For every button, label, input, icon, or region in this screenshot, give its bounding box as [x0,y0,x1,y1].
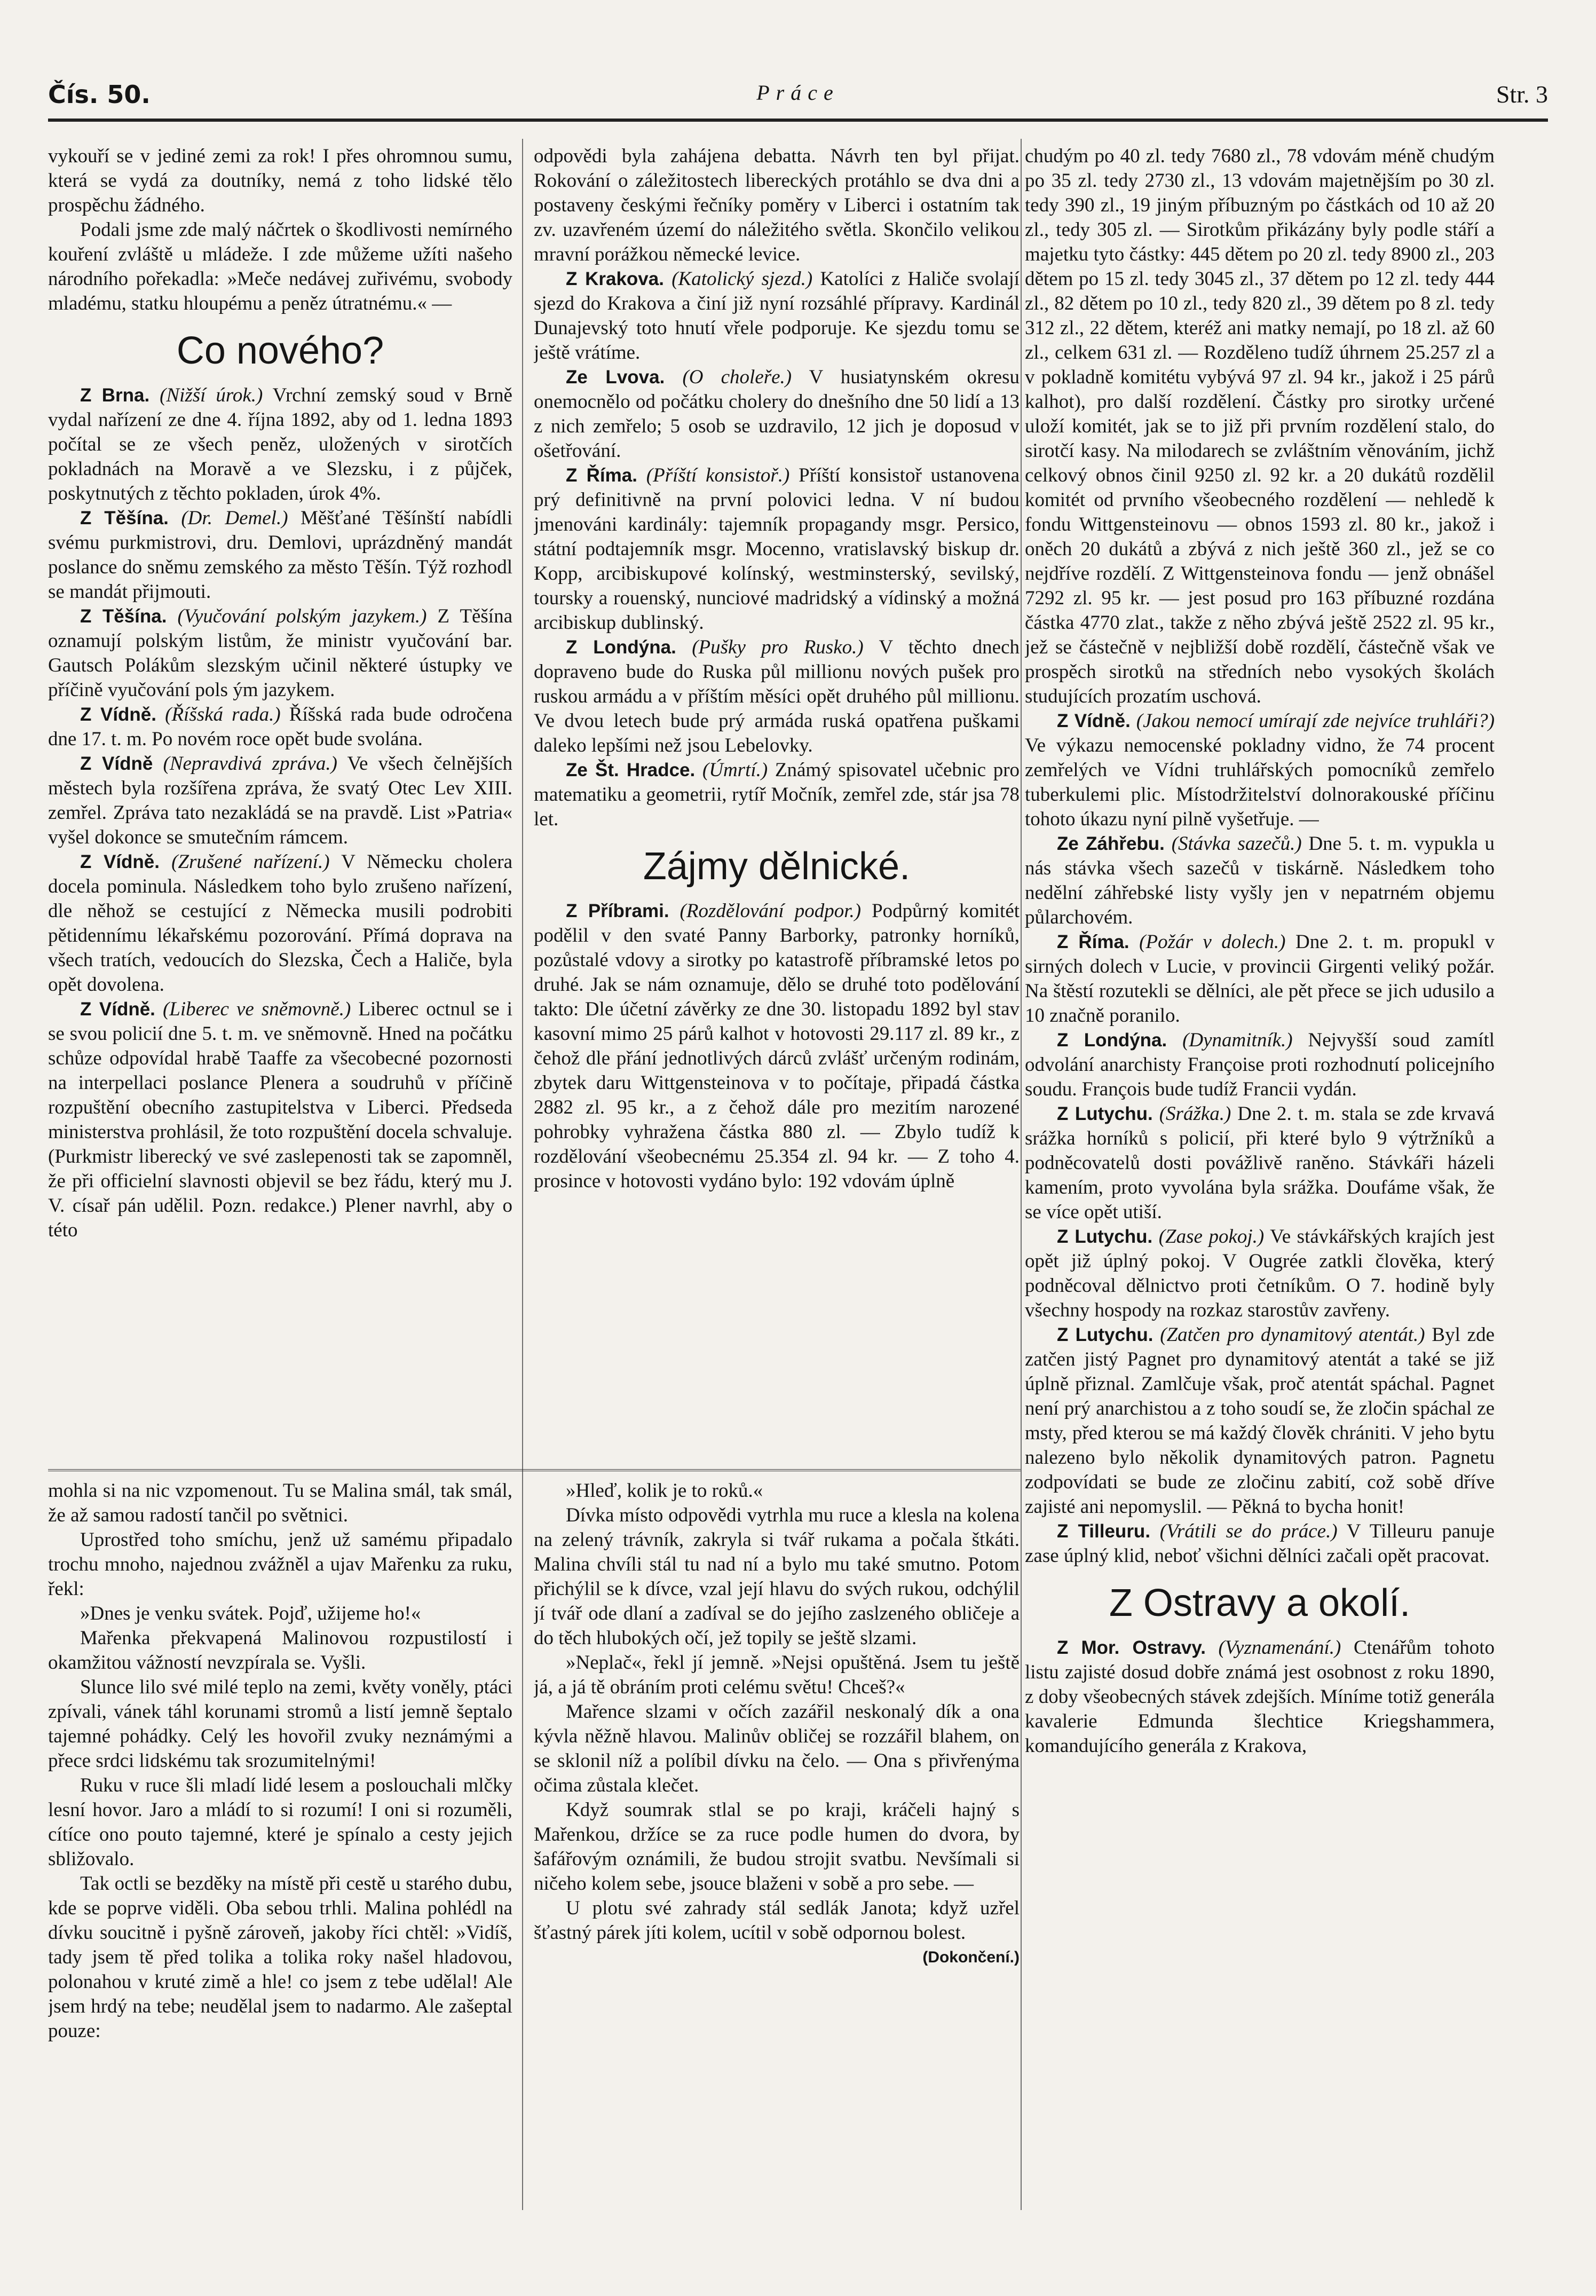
paragraph: chudým po 40 zl. tedy 7680 zl., 78 vdovám méně chudým po 35 zl. tedy 2730 zl., 13 vdovám majetnějším po 30 zl. tedy 390 zl., 19 jiným příbuzným po částkách od 10 až 20 zl., tedy 305 zl. — Sirotkům přikázány byly podle stáří a majetku tyto částky: 445 dětem po 20 zl. tedy 8900 zl., 203 dětem po 15 zl. tedy 3045 zl., 37 dětem po 12 zl. tedy 444 zl., 82 dětem po 10 zl., tedy 820 zl., 39 dětem po 8 zl. tedy 312 zl., 22 dětem, kteréž ani matky nemají, po 18 zl. až 60 zl., celkem 631 zl. — Rozděleno tudíž úhrnem 25.257 zl a v pokladně komitétu vybývá 97 zl. 94 kr., jakož i 25 párů kalhot), pro další rozdělení. Částky pro sirotky určené uloží komitét, jak se to již při prvním rozdělení stalo, do sirotčí kasy. Na milodarech se zvláštním věnováním, jichž celkový obnos činil 9250 zl. 92 kr. a 20 dukátů rozdělil komitét od prvního všeobecného rozdělení — nehledě k fondu Wittgensteinovu — obnos 1593 zl. 80 kr., jakož i oněch 20 dukátů a zbývá z nich ještě 360 zl., jež se co nejdříve rozdělí. Z Wittgensteinova fondu — jenž obnášel 7292 zl. 95 kr. — jest posud pro 163 příbuzné rozdána částka 4770 zlat., takže z něho zbývá ještě 2522 zl. 95 kr., jež se částečně v nejbližší době rozdělí, částečně však ve prospěch sirotků na středních nebo vysokých školách studujících prozatím uschová. [1025,145,1495,707]
column-1 [48,144,512,1467]
paragraph: Když soumrak stlal se po kraji, kráčeli hajný s Mařenkou, držíce se za ruce podle humen do dvora, by šafářovým oznámili, že budou strojit svatbu. Nevšímali si ničeho kolem sebe, jsouce blaženi v sobě a pro sebe. — [534,1799,1020,1895]
paragraph: vykouří se v jediné zemi za rok! I přes ohromnou sumu, která se vydá za doutníky, nemá z toho lidské tělo prospěchu žádného. [48,145,512,216]
news-place: Z Lutychu. [1057,1324,1153,1345]
news-item [534,365,1020,463]
news-text: V husiatynském okresu onemocnělo od počátku cholery do dnešního dne 50 lidí a 13 z nich zemřelo; 5 osob se uzdravilo, 12 jich je doposud v ošetřování. [534,366,1020,462]
news-text: V Tilleuru panuje zase úplný klid, neboť všichni dělníci začali opět pracovat. [1025,1520,1495,1567]
news-text: Dne 2. t. m. propukl v sirných dolech v Lucie, v provincii Girgenti veliký požár. Na štěstí rozutekli se dělníci, ale pět přece se jich udusilo a 10 značně poranilo. [1025,931,1495,1027]
news-item [1025,1225,1495,1323]
news-topic: (Vyučování polským jazykem.) [177,605,427,627]
news-item [1025,1028,1495,1102]
news-text: Ve všech čelnějších městech byla rozšířena zpráva, že svatý Otec Lev XIII. zemřel. Zpráva tato nezakládá se na pravdě. List »Patria« vyšel dokonce se smutečním rámcem. [48,753,512,848]
newspaper-title: Práce [756,81,840,105]
news-place: Z Vídně. [1057,711,1131,731]
section-heading-labor: Zájmy dělnické. [643,845,911,888]
news-place: Z Říma. [1057,932,1129,952]
news-topic: (Katolický sjezd.) [671,268,813,290]
header-rule [48,119,1548,122]
paragraph: »Hleď, kolik je to roků.« [566,1480,763,1502]
news-text: V Německu cholera docela pominula. Následkem toho bylo zrušeno nařízení, dle něhož se cestující z Německa musili podrobiti pětidennímu lékařskému pozorování. Přímá doprava na všech tratích, vedoucích do Slezska, Čech a Haliče, byla opět dovolena. [48,851,512,996]
paragraph: odpovědi byla zahájena debatta. Návrh ten byl přijat. Rokování o záležitostech libereckých protáhlo se dva dni a postaveny českými řečníky poměry v Liberci i ostatním tak zv. uzavřeném území do náležitého světla. Skončilo velikou mravní porážkou německé levice. [534,145,1020,265]
news-text: Liberec octnul se i se svou policií dne 5. t. m. ve sněmovně. Hned na počátku schůze odpovídal hrabě Taaffe za všecobecné pozornosti na interpellaci poslance Plenera a soudruhů v příčině rozpuštění obecního zastupitelstva v Liberci. Předseda ministerstva prohlásil, že toto rozpuštění docela schvaluje. (Purkmistr liberecký ve své zaslepenosti tak se zapomněl, že při officielní slavnosti objevil se bez řádu, který mu J. V. císař pán udělil. Pozn. redakce.) Plener navrhl, aby o této [48,998,512,1241]
paragraph: Mařenka překvapená Malinovou rozpustilostí i okamžitou vážností nevzpírala se. Vyšli. [48,1627,512,1674]
news-text: V těchto dnech dopraveno bude do Ruska půl millionu nových pušek pro ruskou armádu a v příštím měsíci opět druhého půl millionu. Ve dvou letech bude prý armáda ruská opatřena puškami daleko lepšími než jsou Lebelovky. [534,636,1020,756]
column-2 [534,144,1020,1467]
news-item [534,758,1020,832]
news-place: Z Londýna. [566,637,676,658]
news-topic: (Dr. Demel.) [181,507,288,529]
news-place: Ze Lvova. [566,367,665,388]
news-topic: (Říšská rada.) [165,704,281,725]
news-item [1025,930,1495,1028]
news-topic: (Nižší úrok.) [160,384,263,406]
news-topic: (Stávka sazečů.) [1171,833,1302,855]
news-place: Z Vídně. [80,704,156,725]
paragraph: Dívka místo odpovědi vytrhla mu ruce a klesla na kolena na zelený trávník, zakryla si tvář rukama a počala štkáti. Malina chvíli stál tu nad ní a bylo mu také smutno. Potom přichýlil se k dívce, vzal její hlavu do svých rukou, odchýlil jí tvář ode dlaní a zadíval se do jejího zaslzeného obličeje a do těch hlubokých očí, jež topily se ještě slzami. [534,1504,1020,1649]
news-item [1025,1519,1495,1568]
news-item [48,383,512,506]
news-topic: (O choleře.) [682,366,792,388]
news-topic: (Příští konsistoř.) [646,464,790,486]
news-item [48,604,512,703]
page-number: Str. 3 [1496,81,1548,108]
continuation-note: (Dokončení.) [922,1948,1020,1966]
paragraph: »Dnes je venku svátek. Pojď, užijeme ho!« [80,1603,421,1624]
news-topic: (Vrátili se do práce.) [1159,1520,1338,1542]
issue-number: Čís. 50. [48,80,151,109]
news-item [534,463,1020,635]
column-divider [522,139,523,2210]
paragraph: Tak octli se bezděky na místě při cestě u starého dubu, kde se poprve viděli. Oba sebou trhli. Malina pohlédl na dívku soucitně i pyšně zároveň, jakoby říci chtěl: »Vidíš, tady jsem tě před tolika a tolika roky našel hladovou, polonahou v kruté zimě a hle! co jsem z tebe udělal! Ale jsem hrdý na tebe; neudělal jsem to nadarmo. Ale zašeptal pouze: [48,1873,512,2042]
news-text: Ctenářům tohoto listu zajisté dosud dobře známá jest osobnost z roku 1890, z doby všeobecných stávek zdejších. Míníme totiž generála kavalerie Edmunda šlechtice Kriegshammera, komandujícího generála z Krakova, [1025,1637,1495,1757]
news-topic: (Zase pokoj.) [1158,1226,1265,1248]
news-item [1025,1323,1495,1519]
news-item [48,997,512,1243]
news-text: Příští konsistoř ustanovena prý definitivně na první polovici ledna. V ní budou jmenováni kardinály: tajemník propagandy msgr. Persico, státní podtajemník msgr. Mocenno, vratislavský biskup dr. Kopp, arcibiskupové kolínský, westminsterský, sevilský, toursky a rouenský, nunciové madridský a vídinský a možná arcibiskup dublinský. [534,464,1020,634]
news-text: Dne 2. t. m. stala se zde krvavá srážka horníků s policií, při které bylo 9 výtržníků a podněcovatelů dosti povážlivě raněno. Stávkáři házeli kamením, proto vyvolána byla srážka. Doufáme však, že se více opět utiší. [1025,1103,1495,1223]
column-3 [1025,144,1495,2210]
news-topic: (Rozdělování podpor.) [680,900,862,922]
news-item [48,703,512,752]
news-item [1025,1102,1495,1225]
news-text: Byl zde zatčen jistý Pagnet pro dynamitový atentát a také se již úplně přiznal. Zamlčuje však, proč atentát spáchal. Pagnet není prý anarchistou a z toho soudí se, že zločin spáchal ze msty, před kterou se má každý člověk chrániti. V jeho bytu nalezeno bylo několik dynamitových patron. Pagnetu zodpovídati se bude ze zločinu zabití, což sobě dříve zajisté ani nepomyslil. — Pěkná to bycha honit! [1025,1324,1495,1518]
news-text: Vrchní zemský soud v Brně vydal nařízení ze dne 4. října 1892, aby od 1. ledna 1893 počítal se ze všech peněz, uložených v sirotčích pokladnách na Moravě a ve Slezsku, i z půjček, poskytnutých z těchto pokladen, úrok 4%. [48,384,512,504]
news-place: Z Vídně [80,753,153,774]
news-item [534,899,1020,1194]
news-topic: (Dynamitník.) [1182,1029,1293,1051]
news-item [48,752,512,850]
news-text: Katolíci z Haliče svolají sjezd do Krakova a činí již nyní rozsáhlé přípravy. Kardinál Dunajevský toto hnutí vřele podporuje. Ke sjezdu tomu se ještě vrátíme. [534,268,1020,364]
news-item [534,267,1020,365]
news-place: Z Lutychu. [1057,1103,1153,1124]
news-text: Ve výkazu nemocenské pokladny vidno, že 74 procent zemřelých ve Vídni truhlářských pomocníků zemřelo tuberkulemi plic. Místodržitelství dolnorakouské příčinu tohoto úkazu nyní pilně vyšetřuje. — [1025,735,1495,830]
news-text: Ve stávkářských krajích jest opět již úplný pokoj. V Ougrée zatkli člověka, který podněcoval dělnictvo proti četníkům. O 7. hodině byly všechny hospody na rozkaz starostův zavřeny. [1025,1226,1495,1321]
news-text: Z Těšína oznamují polským listům, že ministr vyučování bar. Gautsch Polákům slezským učinil některé ústupky ve příčině vyučování pols ým jazykem. [48,605,512,701]
news-topic: (Jakou nemocí umírají zde nejvíce truhláři?) [1136,710,1495,732]
paragraph: »Neplač«, řekl jí jemně. »Nejsi opuštěná. Jsem tu ještě já, a já tě obráním proti celému světu! Chceš?« [534,1652,1020,1698]
news-place: Z Mor. Ostravy. [1057,1637,1206,1658]
news-item [1025,1636,1495,1758]
news-place: Z Těšína. [80,606,167,627]
news-place: Ze Št. Hradce. [566,760,696,780]
news-topic: (Pušky pro Rusko.) [692,636,864,658]
news-topic: (Nepravdivá zpráva.) [163,753,337,775]
paragraph: mohla si na nic vzpomenout. Tu se Malina smál, tak smál, že až samou radostí tančil po světnici. [48,1480,512,1526]
news-topic: (Zatčen pro dynamitový atentát.) [1160,1324,1425,1346]
news-place: Z Vídně. [80,851,160,872]
feuilleton-column-2 [534,1479,1020,2210]
news-text: Dne 5. t. m. vypukla u nás stávka všech sazečů v tiskárně. Následkem toho nedělní záhřebské listy vyšly jen v nepatrném objemu půlarchovém. [1025,833,1495,928]
paragraph: Ruku v ruce šli mladí lidé lesem a poslouchali mlčky lesní hovor. Jaro a mládí to si rozumí! I oni si rozuměli, cítíce ono pouto tajemné, které je spínalo a cesty jejich sbližovalo. [48,1774,512,1870]
news-topic: (Vyznamenání.) [1218,1637,1341,1659]
news-topic: (Liberec ve sněmovně.) [162,998,351,1020]
section-heading-news: Co nového? [176,329,384,372]
section-heading-ostrava: Z Ostravy a okolí. [1109,1582,1411,1624]
news-item [48,506,512,604]
news-place: Ze Záhřebu. [1057,833,1165,854]
news-item [1025,709,1495,832]
news-place: Z Tilleuru. [1057,1521,1151,1542]
paragraph: U plotu své zahrady stál sedlák Janota; když uzřel šťastný párek jíti kolem, ucítil v sobě odpornou bolest. [534,1897,1020,1944]
news-item [1025,832,1495,930]
news-text: Říšská rada bude odročena dne 17. t. m. Po novém roce opět bude svolána. [48,704,512,750]
news-place: Z Příbrami. [566,901,669,921]
news-text: Známý spisovatel učebnic pro matematiku a geometrii, rytíř Močník, zemřel zde, stár jsa 78 let. [534,759,1020,830]
paragraph: Podali jsme zde malý náčrtek o škodlivosti nemírného kouření zvláště u mládeže. I zde můžeme užíti našeho národního pořekadla: »Meče nedávej zuřivému, svobody mladému, statku hloupému a peněz útratnému.« — [48,219,512,314]
news-place: Z Londýna. [1057,1030,1167,1051]
news-topic: (Zrušené nařízení.) [171,851,330,873]
page-header [48,80,1548,123]
news-text: Měšťané Těšínští nabídli svému purkmistrovi, dru. Demlovi, uprázdněný mandát poslance do sněmu zemského za město Těšín. Týž rozhodl se mandát přijmouti. [48,507,512,603]
column-divider [1021,139,1022,2210]
news-place: Z Těšína. [80,508,169,528]
feuilleton-divider [48,1469,1021,1471]
news-text: Nejvyšší soud zamítl odvolání anarchisty Françoise proti rozhodnutí policejního soudu. François bude tudíž Francii vydán. [1025,1029,1495,1100]
news-text: Podpůrný komitét podělil v den svaté Panny Barborky, patronky horníků, pozůstalé vdovy a sirotky po katastrofě příbramské letos po druhé. Jak se nám oznamuje, dělo se druhé toto podělování takto: Dle účetní závěrky ze dne 30. listopadu 1892 byl stav kasovní mimo 25 párů kalhot v hotovosti 29.117 zl. 89 kr., z čehož dle přání jednotlivých dárců zvlášť určeným rodinám, zbytek daru Wittgensteinova v to počítaje, připadá částka 2882 zl. 95 kr., a z čehož dále pro mezitím narozené pohrobky vyhražena částka 880 zl. — Zbylo tudíž k rozdělování všeobecnému 25.354 zl. 94 kr. — Z toho 4. prosince v hotovosti vydáno bylo: 192 vdovám úplně [534,900,1020,1192]
paragraph: Mařence slzami v očích zazářil neskonalý dík a ona kývla něžně hlavou. Malinův obličej se rozzářil blahem, on se sklonil níž a políbil dívku na čelo. — Ona s přivřenýma očima zůstala klečet. [534,1701,1020,1796]
news-place: Z Brna. [80,385,150,406]
news-place: Z Krakova. [566,269,664,289]
news-place: Z Vídně. [80,999,155,1020]
news-topic: (Požár v dolech.) [1139,931,1286,953]
news-item [48,850,512,997]
feuilleton-column-1 [48,1479,512,2210]
paragraph: Slunce lilo své milé teplo na zemi, květy voněly, ptáci zpívali, vánek táhl korunami stromů a listí jemně šeptalo tajemné pohádky. Celý les hovořil zvuky neznámými a přece srdci lidskému tak srozumitelnými! [48,1676,512,1772]
paragraph: Uprostřed toho smíchu, jenž už samému připadalo trochu mnoho, najednou zvážněl a ujav Mařenku za ruku, řekl: [48,1529,512,1600]
news-place: Z Lutychu. [1057,1226,1153,1247]
news-place: Z Říma. [566,465,637,486]
news-topic: (Úmrtí.) [702,759,768,781]
news-item [534,635,1020,758]
news-topic: (Srážka.) [1159,1103,1231,1125]
